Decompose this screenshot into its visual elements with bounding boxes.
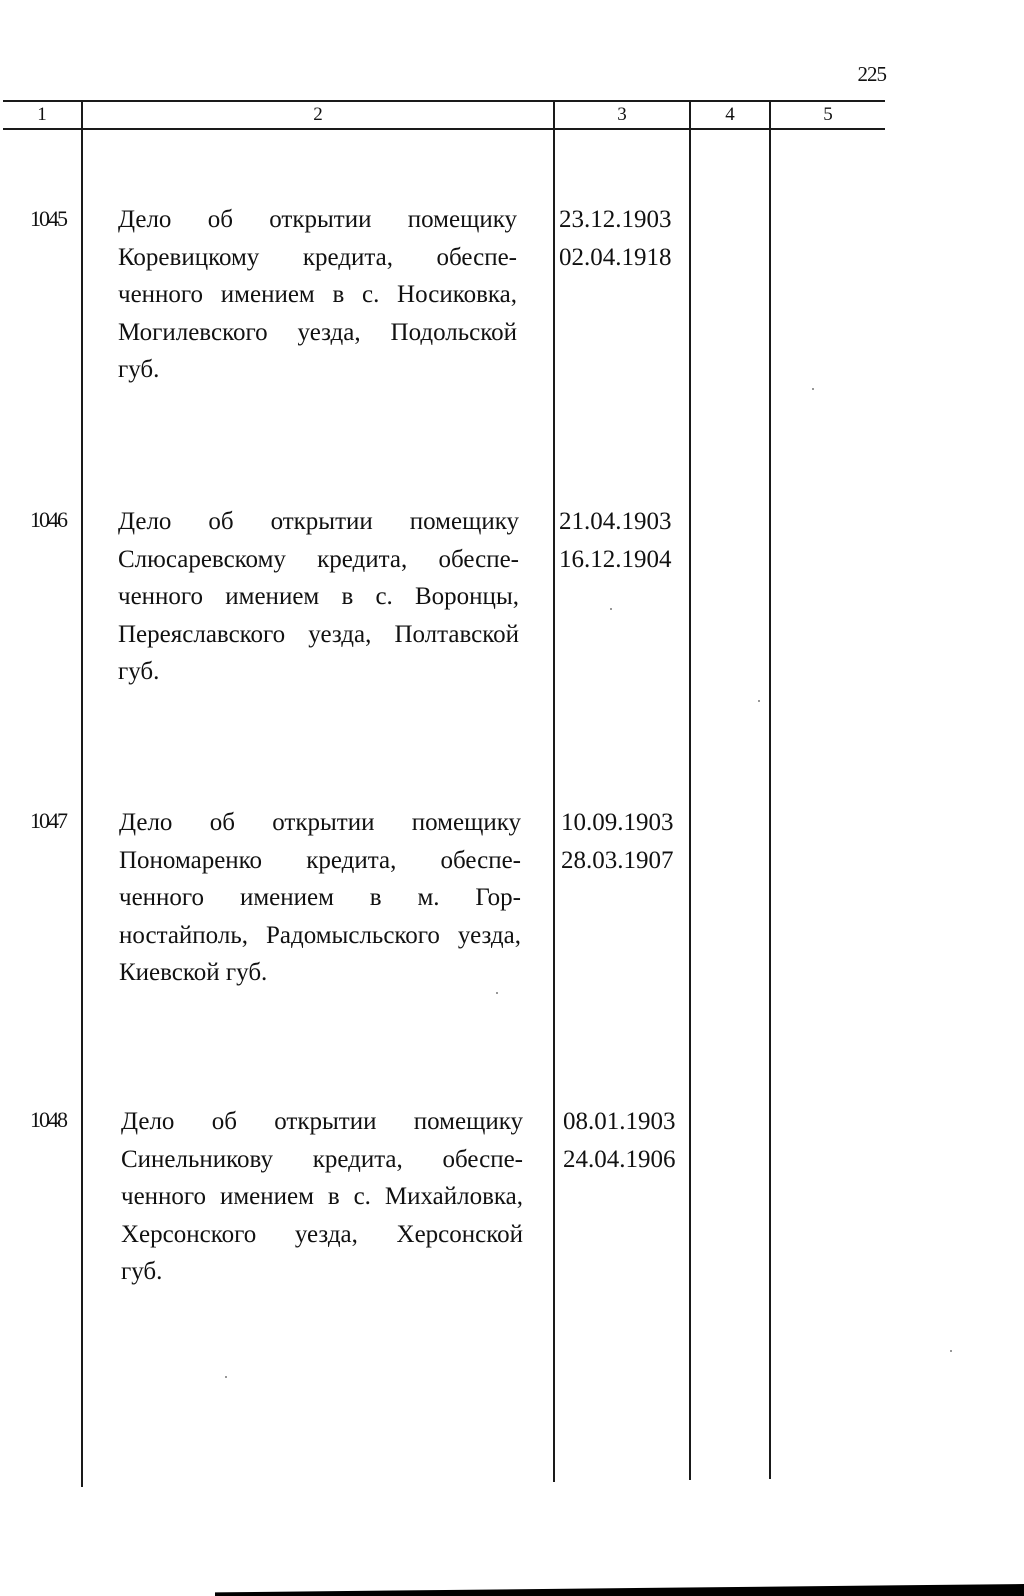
- row-number: 1046: [30, 507, 66, 532]
- description-line: губ.: [118, 658, 160, 685]
- description-line: ченного имением в с. Михайловка,: [121, 1183, 523, 1210]
- description-line: Дело об открытии помещику: [118, 206, 517, 233]
- description-line: ностайполь, Радомысльского уезда,: [119, 921, 521, 949]
- scan-speck: [758, 700, 760, 702]
- end-date: 24.04.1906: [563, 1145, 676, 1173]
- description-line: ченного имением в м. Гор-: [119, 884, 521, 911]
- column-header-4: 4: [725, 104, 735, 125]
- row-dates: [561, 804, 674, 879]
- description-line: Дело об открытии помещику: [118, 508, 519, 535]
- description-line: Пономаренко кредита, обеспе-: [119, 846, 521, 874]
- start-date: 23.12.1903: [559, 206, 672, 233]
- column-divider-4: [769, 101, 771, 1479]
- description-line: Херсонского уезда, Херсонской: [121, 1220, 523, 1248]
- description-line: Дело об открытии помещику: [121, 1108, 523, 1135]
- scan-speck: [610, 608, 612, 610]
- table-header-rule: [3, 128, 885, 130]
- row-description: [118, 503, 519, 691]
- column-header-1: 1: [37, 104, 47, 125]
- row-description: [119, 804, 521, 992]
- description-line: Могилевского уезда, Подольской: [118, 318, 517, 346]
- row-description: [121, 1103, 523, 1291]
- column-header-5: 5: [823, 104, 833, 125]
- table-top-rule: [3, 100, 885, 102]
- row-dates: [559, 201, 672, 276]
- description-line: ченного имением в с. Носиковка,: [118, 281, 517, 308]
- description-line: Синельникову кредита, обеспе-: [121, 1145, 523, 1173]
- scan-speck: [950, 1350, 952, 1352]
- column-header-3: 3: [617, 104, 627, 125]
- description-line: ченного имением в с. Воронцы,: [118, 583, 519, 610]
- row-number: 1048: [30, 1107, 66, 1132]
- end-date: 02.04.1918: [559, 243, 672, 271]
- page-number: 225: [857, 62, 886, 86]
- row-dates: [563, 1103, 676, 1178]
- column-divider-2: [553, 101, 555, 1482]
- scan-speck: [812, 388, 814, 390]
- end-date: 16.12.1904: [559, 545, 672, 573]
- description-line: губ.: [118, 356, 160, 383]
- scan-speck: [225, 1376, 227, 1378]
- description-line: Коревицкому кредита, обеспе-: [118, 243, 517, 271]
- row-number: 1047: [30, 808, 66, 833]
- description-line: Дело об открытии помещику: [119, 809, 521, 836]
- column-divider-3: [689, 101, 691, 1480]
- start-date: 08.01.1903: [563, 1108, 676, 1135]
- row-description: [118, 201, 517, 389]
- column-divider-1: [81, 101, 83, 1487]
- description-line: губ.: [121, 1258, 163, 1285]
- description-line: Киевской губ.: [119, 959, 268, 986]
- description-line: Переяславского уезда, Полтавской: [118, 620, 519, 648]
- row-number: 1045: [30, 206, 66, 231]
- scan-speck: [496, 992, 498, 994]
- start-date: 10.09.1903: [561, 809, 674, 836]
- scan-edge-bar: [215, 1584, 1024, 1596]
- end-date: 28.03.1907: [561, 846, 674, 874]
- row-dates: [559, 503, 672, 578]
- description-line: Слюсаревскому кредита, обеспе-: [118, 545, 519, 573]
- start-date: 21.04.1903: [559, 508, 672, 535]
- column-header-2: 2: [313, 104, 323, 125]
